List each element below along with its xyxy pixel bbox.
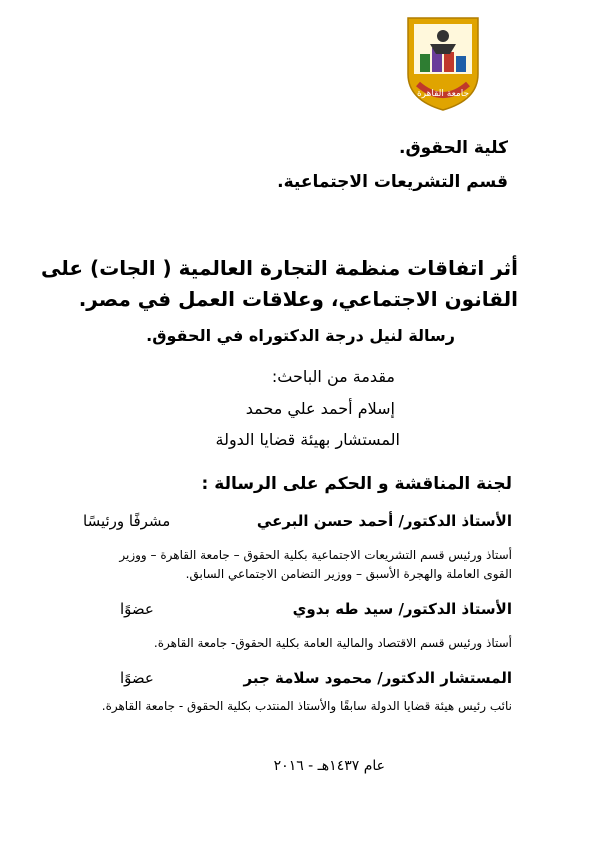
committee-member-description: أستاذ ورئيس قسم التشريعات الاجتماعية بكلية الحقوق – جامعة القاهرة – ووزير القوى العاملة والهجرة الأسبق – ووزير التضامن الاجتماعي السابق. — [119, 548, 512, 581]
thesis-purpose: رسالة لنيل درجة الدكتوراه في الحقوق. — [146, 326, 455, 345]
committee-member-role: مشرفًا ورئيسًا — [83, 512, 171, 530]
committee-member-role: عضوًا — [120, 669, 154, 687]
svg-text:جامعة القاهرة: جامعة القاهرة — [416, 89, 470, 99]
thesis-title-line-2: القانون الاجتماعي، وعلاقات العمل في مصر. — [78, 287, 518, 311]
author-title: المستشار بهيئة قضايا الدولة — [215, 430, 400, 449]
department-name: قسم التشريعات الاجتماعية. — [277, 172, 508, 192]
committee-member-name: الأستاذ الدكتور/ أحمد حسن البرعي — [256, 512, 512, 530]
cairo-university-logo — [400, 14, 486, 114]
committee-heading: لجنة المناقشة و الحكم على الرسالة : — [201, 474, 512, 494]
thesis-title-line-1: أثر اتفاقات منظمة التجارة العالمية ( الجات) على — [41, 256, 518, 280]
author-name: إسلام أحمد علي محمد — [245, 399, 395, 418]
presented-by-label: مقدمة من الباحث: — [271, 367, 395, 386]
faculty-name: كلية الحقوق. — [398, 138, 508, 158]
year-line: عام ١٤٣٧هـ - ٢٠١٦ — [273, 758, 385, 774]
committee-member-role: عضوًا — [120, 600, 154, 618]
committee-member-name: الأستاذ الدكتور/ سيد طه بدوي — [292, 600, 512, 618]
committee-member-name: المستشار الدكتور/ محمود سلامة جبر — [243, 669, 512, 687]
committee-member-description: أستاذ ورئيس قسم الاقتصاد والمالية العامة بكلية الحقوق- جامعة القاهرة. — [153, 636, 512, 650]
committee-member-description: نائب رئيس هيئة قضايا الدولة سابقًا والأستاذ المنتدب بكلية الحقوق - جامعة القاهرة. — [101, 699, 512, 713]
